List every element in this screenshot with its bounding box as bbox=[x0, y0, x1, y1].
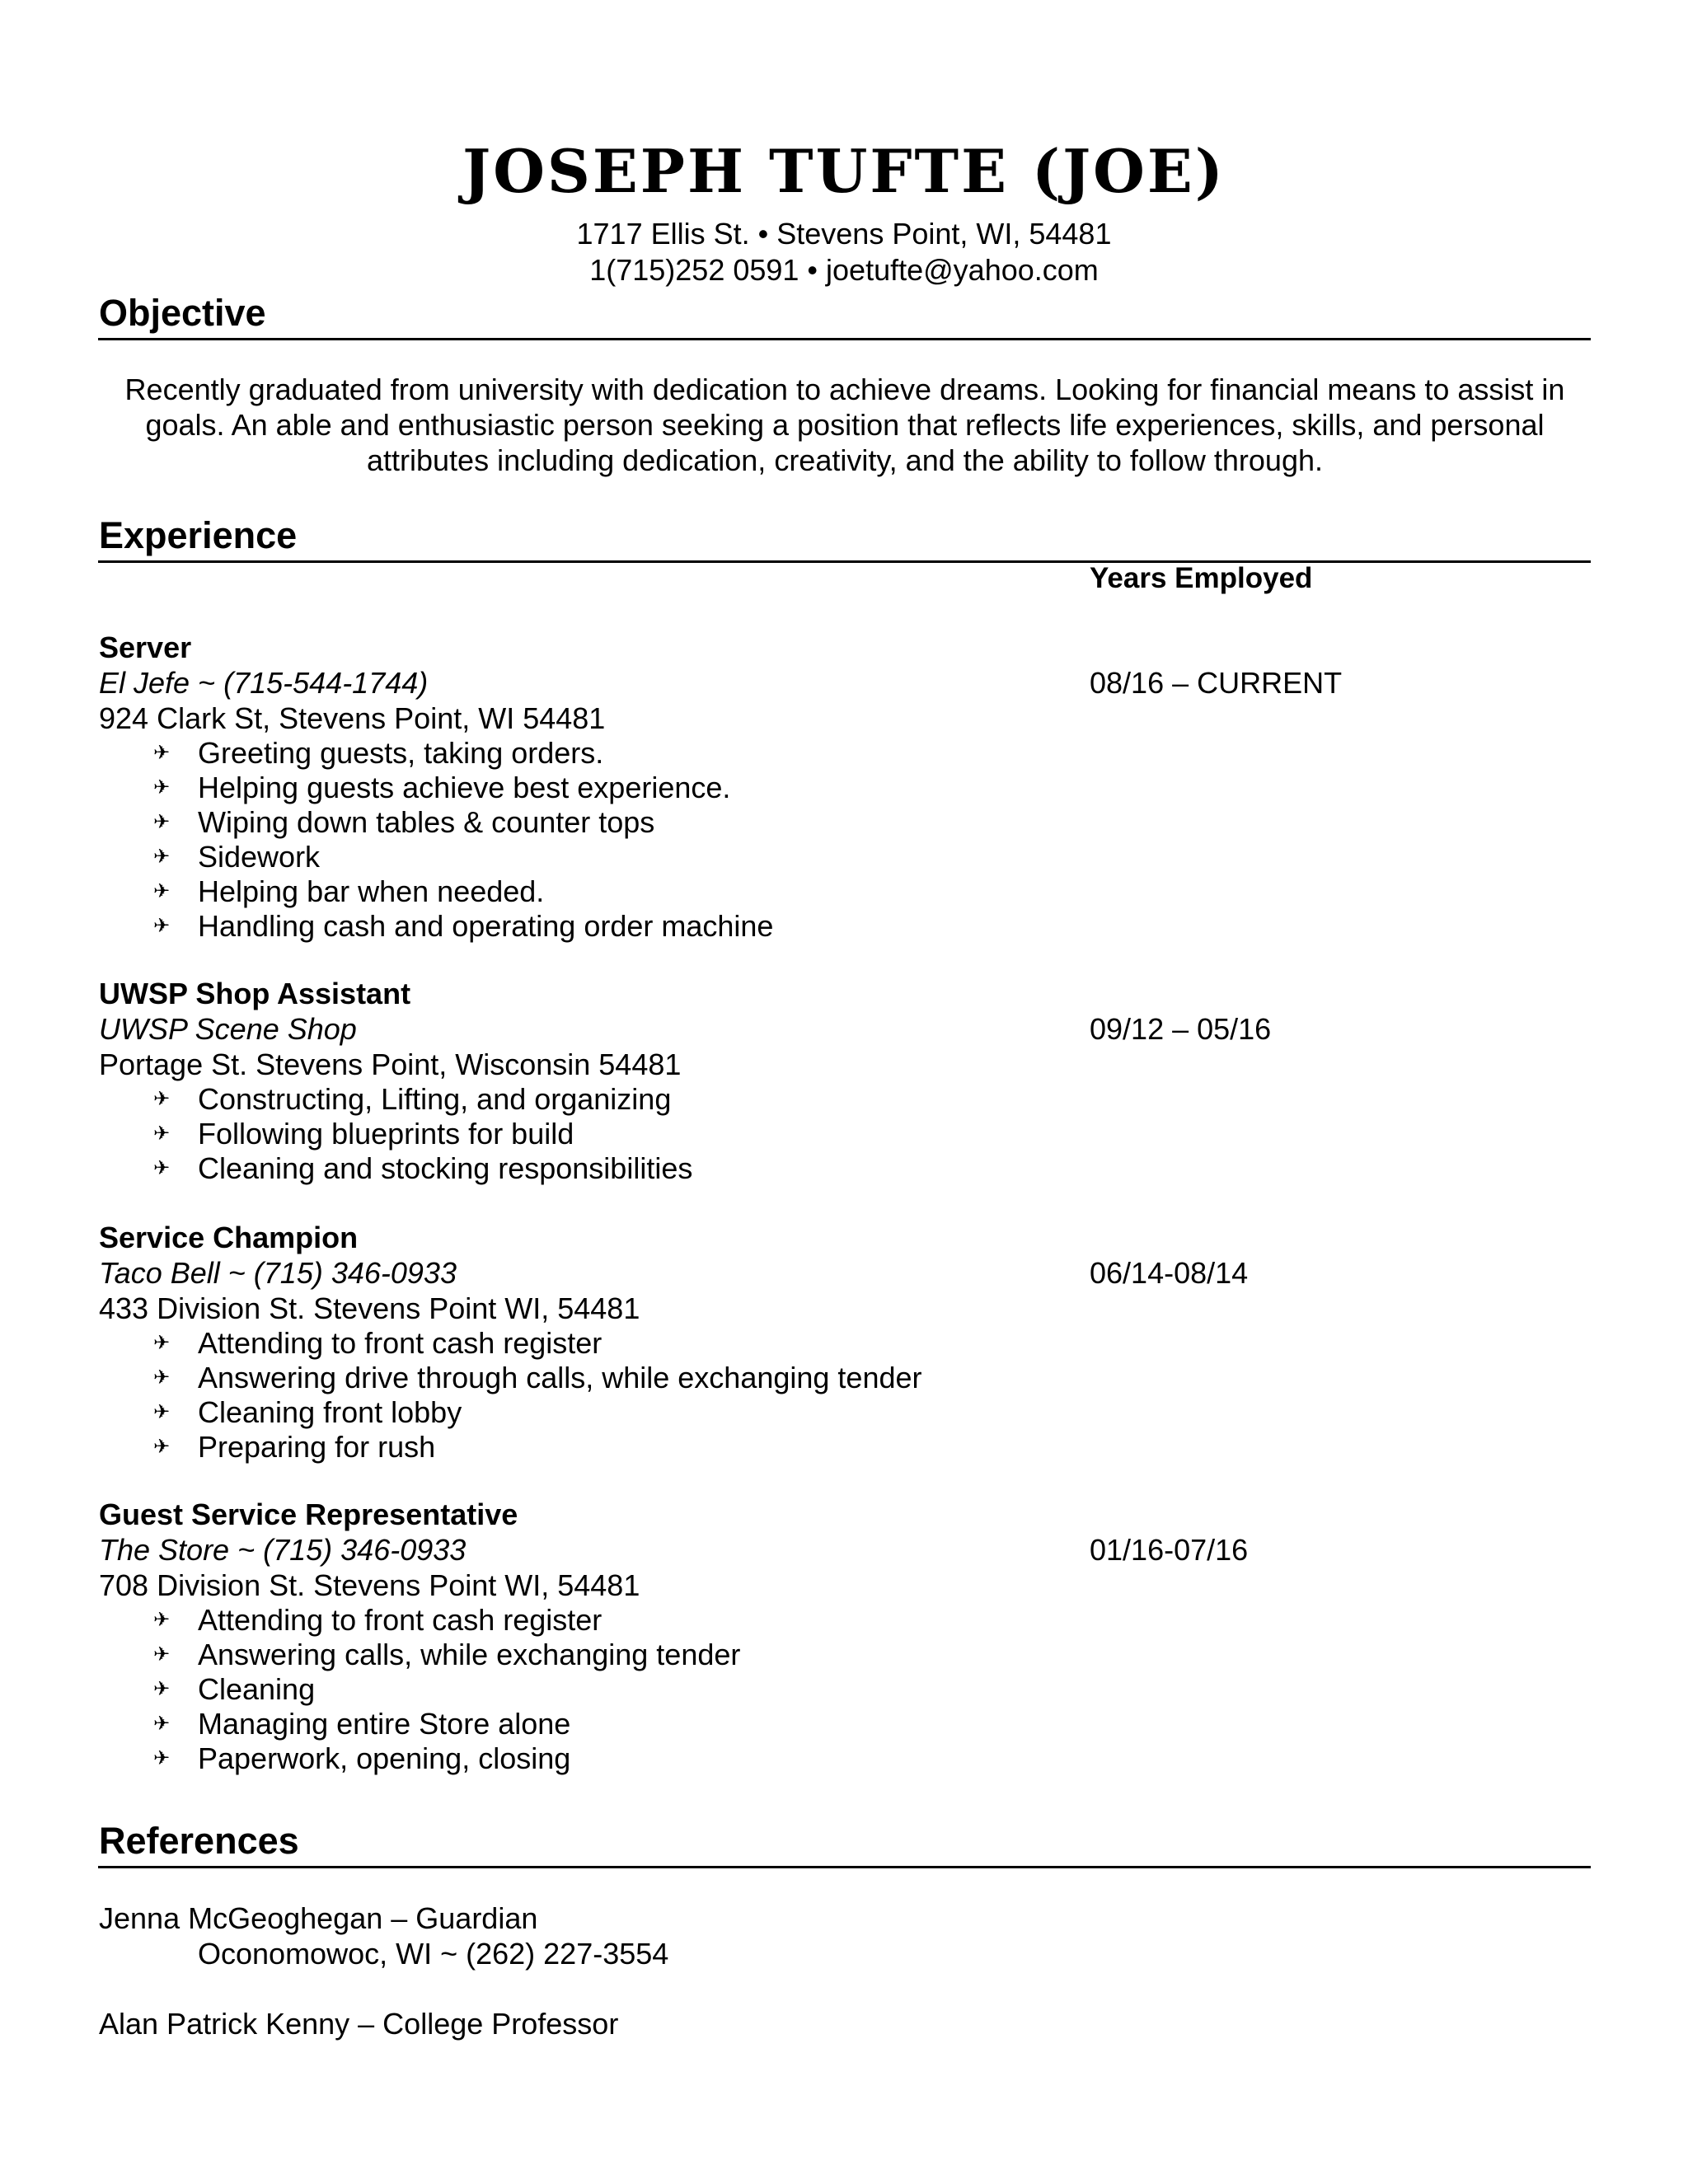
duty-text: Managing entire Store alone bbox=[198, 1707, 571, 1741]
objective-text: Recently graduated from university with dedication to achieve dreams. Looking for financial means to assist in goals. An able and enthusiastic person seeking a position that reflects life experiences, skills, and personal attributes including dedication, creativity, and the ability to follow through. bbox=[124, 373, 1565, 477]
duty-item bbox=[99, 909, 1591, 944]
job-entry-guest-service bbox=[99, 1497, 1591, 1776]
airplane-bullet-icon: ✈ bbox=[153, 1436, 171, 1458]
airplane-bullet-icon: ✈ bbox=[153, 880, 171, 902]
reference-detail: Oconomowoc, WI ~ (262) 227-3554 bbox=[198, 1937, 669, 1971]
duty-text: Attending to front cash register bbox=[198, 1603, 603, 1637]
duty-item bbox=[99, 1603, 1591, 1638]
contact-line: 1(715)252 0591 • joetufte@yahoo.com bbox=[589, 253, 1099, 287]
airplane-bullet-icon: ✈ bbox=[153, 776, 171, 799]
job-title: Server bbox=[99, 630, 192, 664]
duty-text: Cleaning and stocking responsibilities bbox=[198, 1151, 693, 1185]
duty-item bbox=[99, 1151, 1591, 1186]
job-address: 924 Clark St, Stevens Point, WI 54481 bbox=[99, 701, 606, 735]
duty-text: Answering drive through calls, while exchanging tender bbox=[198, 1361, 922, 1394]
airplane-bullet-icon: ✈ bbox=[153, 846, 171, 868]
duty-text: Constructing, Lifting, and organizing bbox=[198, 1082, 672, 1116]
duty-text: Attending to front cash register bbox=[198, 1326, 603, 1360]
reference-name: Alan Patrick Kenny – College Professor bbox=[99, 2007, 619, 2041]
duty-text: Helping bar when needed. bbox=[198, 874, 545, 908]
reference-entry bbox=[99, 2006, 618, 2041]
duty-item bbox=[99, 771, 1591, 805]
job-entry-service-champion bbox=[99, 1220, 1591, 1465]
airplane-bullet-icon: ✈ bbox=[153, 1747, 171, 1769]
duty-item bbox=[99, 1082, 1591, 1117]
years-employed-header: Years Employed bbox=[1090, 562, 1313, 594]
airplane-bullet-icon: ✈ bbox=[153, 1713, 171, 1735]
duty-item bbox=[99, 1326, 1591, 1361]
job-address: 433 Division St. Stevens Point WI, 54481 bbox=[99, 1291, 640, 1325]
reference-name: Jenna McGeoghegan – Guardian bbox=[99, 1901, 538, 1935]
duty-text: Cleaning bbox=[198, 1672, 316, 1706]
references-heading: References bbox=[99, 1820, 299, 1862]
duty-list bbox=[99, 1326, 1591, 1465]
airplane-bullet-icon: ✈ bbox=[153, 1609, 171, 1631]
duty-item bbox=[99, 840, 1591, 874]
job-dates: 09/12 – 05/16 bbox=[1090, 1012, 1272, 1046]
duty-text: Preparing for rush bbox=[198, 1430, 436, 1464]
duty-text: Wiping down tables & counter tops bbox=[198, 805, 655, 839]
airplane-bullet-icon: ✈ bbox=[153, 1678, 171, 1700]
duty-item bbox=[99, 1638, 1591, 1672]
job-dates: 06/14-08/14 bbox=[1090, 1256, 1249, 1290]
duty-text: Answering calls, while exchanging tender bbox=[198, 1638, 741, 1671]
references-divider bbox=[98, 1866, 1591, 1868]
experience-heading: Experience bbox=[99, 514, 298, 556]
airplane-bullet-icon: ✈ bbox=[153, 1122, 171, 1145]
duty-text: Cleaning front lobby bbox=[198, 1395, 462, 1429]
duty-item bbox=[99, 874, 1591, 909]
applicant-name: JOSEPH TUFTE (JOE) bbox=[462, 136, 1226, 206]
job-dates: 01/16-07/16 bbox=[1090, 1533, 1249, 1567]
job-company: El Jefe ~ (715-544-1744) bbox=[99, 666, 429, 700]
objective-divider bbox=[98, 338, 1591, 340]
duty-list bbox=[99, 1082, 1591, 1186]
job-entry-server bbox=[99, 630, 1591, 944]
duty-text: Handling cash and operating order machine bbox=[198, 909, 774, 943]
duty-text: Greeting guests, taking orders. bbox=[198, 736, 604, 770]
reference-entry bbox=[99, 1900, 668, 1971]
airplane-bullet-icon: ✈ bbox=[153, 915, 171, 937]
duty-item bbox=[99, 805, 1591, 840]
airplane-bullet-icon: ✈ bbox=[153, 1088, 171, 1110]
airplane-bullet-icon: ✈ bbox=[153, 811, 171, 833]
job-title: UWSP Shop Assistant bbox=[99, 977, 411, 1010]
airplane-bullet-icon: ✈ bbox=[153, 1643, 171, 1666]
duty-item bbox=[99, 1707, 1591, 1741]
job-company: The Store ~ (715) 346-0933 bbox=[99, 1533, 467, 1567]
duty-item bbox=[99, 1741, 1591, 1776]
duty-list bbox=[99, 1603, 1591, 1776]
job-title: Service Champion bbox=[99, 1221, 359, 1254]
duty-item bbox=[99, 1117, 1591, 1151]
airplane-bullet-icon: ✈ bbox=[153, 742, 171, 764]
job-company: UWSP Scene Shop bbox=[99, 1012, 357, 1046]
job-address: 708 Division St. Stevens Point WI, 54481 bbox=[99, 1568, 640, 1602]
duty-item bbox=[99, 1430, 1591, 1465]
duty-text: Helping guests achieve best experience. bbox=[198, 771, 731, 804]
duty-text: Following blueprints for build bbox=[198, 1117, 574, 1151]
duty-text: Paperwork, opening, closing bbox=[198, 1741, 571, 1775]
duty-text: Sidework bbox=[198, 840, 321, 874]
airplane-bullet-icon: ✈ bbox=[153, 1332, 171, 1354]
job-entry-shop-assistant bbox=[99, 976, 1591, 1186]
duty-item bbox=[99, 736, 1591, 771]
duty-item bbox=[99, 1361, 1591, 1395]
airplane-bullet-icon: ✈ bbox=[153, 1366, 171, 1389]
job-title: Guest Service Representative bbox=[99, 1497, 518, 1531]
duty-item bbox=[99, 1672, 1591, 1707]
duty-list bbox=[99, 736, 1591, 944]
experience-divider bbox=[98, 560, 1591, 563]
duty-item bbox=[99, 1395, 1591, 1430]
airplane-bullet-icon: ✈ bbox=[153, 1401, 171, 1423]
address-line: 1717 Ellis St. • Stevens Point, WI, 54481 bbox=[576, 217, 1112, 251]
job-dates: 08/16 – CURRENT bbox=[1090, 666, 1343, 700]
airplane-bullet-icon: ✈ bbox=[153, 1157, 171, 1179]
job-company: Taco Bell ~ (715) 346-0933 bbox=[99, 1256, 457, 1290]
objective-heading: Objective bbox=[99, 292, 266, 334]
job-address: Portage St. Stevens Point, Wisconsin 54481 bbox=[99, 1047, 682, 1081]
